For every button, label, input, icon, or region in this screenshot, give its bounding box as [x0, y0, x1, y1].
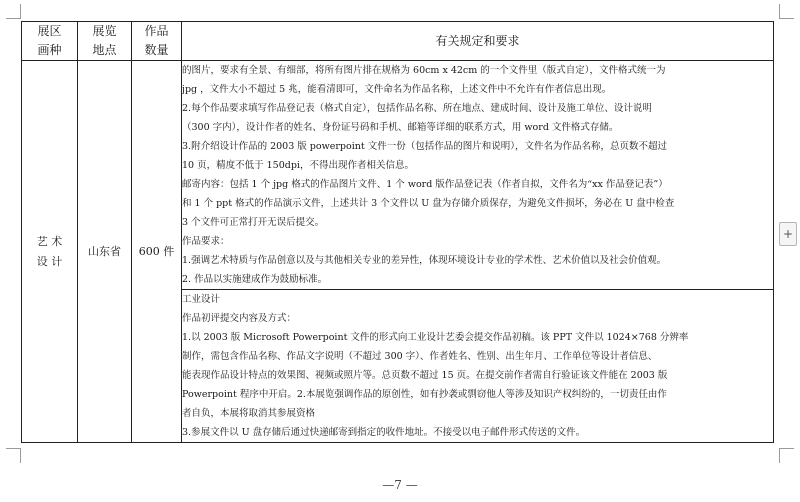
text-line: 3.参展文件以 U 盘存储后通过快递邮寄到指定的收件地址。不接受以电子邮件形式传送的文件。: [182, 427, 586, 438]
cell-category: 艺 术 设 计: [22, 61, 78, 443]
text-line: 和 1 个 ppt 格式的作品演示文件，上述共计 3 个文件以 U 盘为存储介质保存，为避免文件损坏，务必在 U 盘中检查: [182, 198, 675, 209]
text-line: jpg ，文件大小不超过 5 兆，能看清即可，文件命名为作品名称，上述文件中不允许有作者信息出现。: [182, 84, 612, 95]
margin-corner-top-left: [6, 4, 21, 19]
text-line: 作品要求：: [182, 236, 230, 247]
cell-requirements-industrial: [182, 290, 774, 443]
text-line: 1.以 2003 版 Microsoft Powerpoint 文件的形式向工业设计艺委会提交作品初稿。该 PPT 文件以 1024×768 分辨率: [182, 332, 689, 343]
table-header-row: [22, 22, 774, 61]
margin-corner-bottom-right: [779, 448, 794, 463]
header-location: 展览 地点: [78, 22, 132, 61]
text-line: 邮寄内容：包括 1 个 jpg 格式的作品图片文件、1 个 word 版作品登记表（作者自拟，文件名为“xx 作品登记表”）: [182, 179, 668, 190]
header-requirements: 有关规定和要求: [182, 22, 774, 61]
text-line: 3.附介绍设计作品的 2003 版 powerpoint 文件一份（包括作品的图片和说明），文件名为作品名称，总页数不超过: [182, 141, 667, 152]
text-line: 2. 作品以实施建成作为鼓励标准。: [182, 274, 328, 285]
text-line: 作品初评提交内容及方式：: [182, 313, 297, 324]
text-line: （300 字内），设计作者的姓名、身份证号码和手机、邮箱等详细的联系方式，用 word 文件格式存储。: [182, 122, 619, 133]
cell-requirements-environment: [182, 61, 774, 290]
table-row: [22, 61, 774, 290]
text-line: 制作，需包含作品名称、作品文字说明（不超过 300 字）、作者姓名、性别、出生年月、工作单位等设计者信息、: [182, 351, 658, 362]
section-title: 工业设计: [182, 294, 221, 305]
margin-corner-top-right: [779, 4, 794, 19]
exhibition-requirements-table: [21, 21, 774, 443]
header-category: 展区 画种: [22, 22, 78, 61]
text-line: 1.强调艺术特质与作品创意以及与其他相关专业的差异性，体现环境设计专业的学术性、艺术价值以及社会价值观。: [182, 255, 667, 266]
header-count: 作品 数量: [132, 22, 182, 61]
text-line: 的图片，要求有全景、有细部，将所有图片排在规格为 60cm x 42cm 的一个文件里（版式自定），文件格式统一为: [182, 65, 666, 76]
text-line: 能表现作品设计特点的效果图、视频或照片等。总页数不超过 15 页。在提交前作者需自行验证该文件能在 2003 版: [182, 370, 668, 381]
text-line: 2.每个作品要求填写作品登记表（格式自定），包括作品名称、所在地点、建成时间、设计及施工单位、设计说明: [182, 103, 652, 114]
margin-corner-bottom-left: [6, 448, 21, 463]
text-line: Powerpoint 程序中开启。2.本展览强调作品的原创性，如有抄袭或剽窃他人等涉及知识产权纠纷的，一切责任由作: [182, 389, 667, 400]
text-line: 者自负，本展将取消其参展资格: [182, 408, 316, 419]
text-line: 3 个文件可正常打开无误后提交。: [182, 217, 325, 228]
page-number: —7 —: [382, 478, 418, 492]
cell-location: 山东省: [78, 61, 132, 443]
text-line: 10 页，精度不低于 150dpi，不得出现作者相关信息。: [182, 160, 414, 171]
add-row-button[interactable]: +: [779, 222, 797, 246]
cell-count: 600 件: [132, 61, 182, 443]
